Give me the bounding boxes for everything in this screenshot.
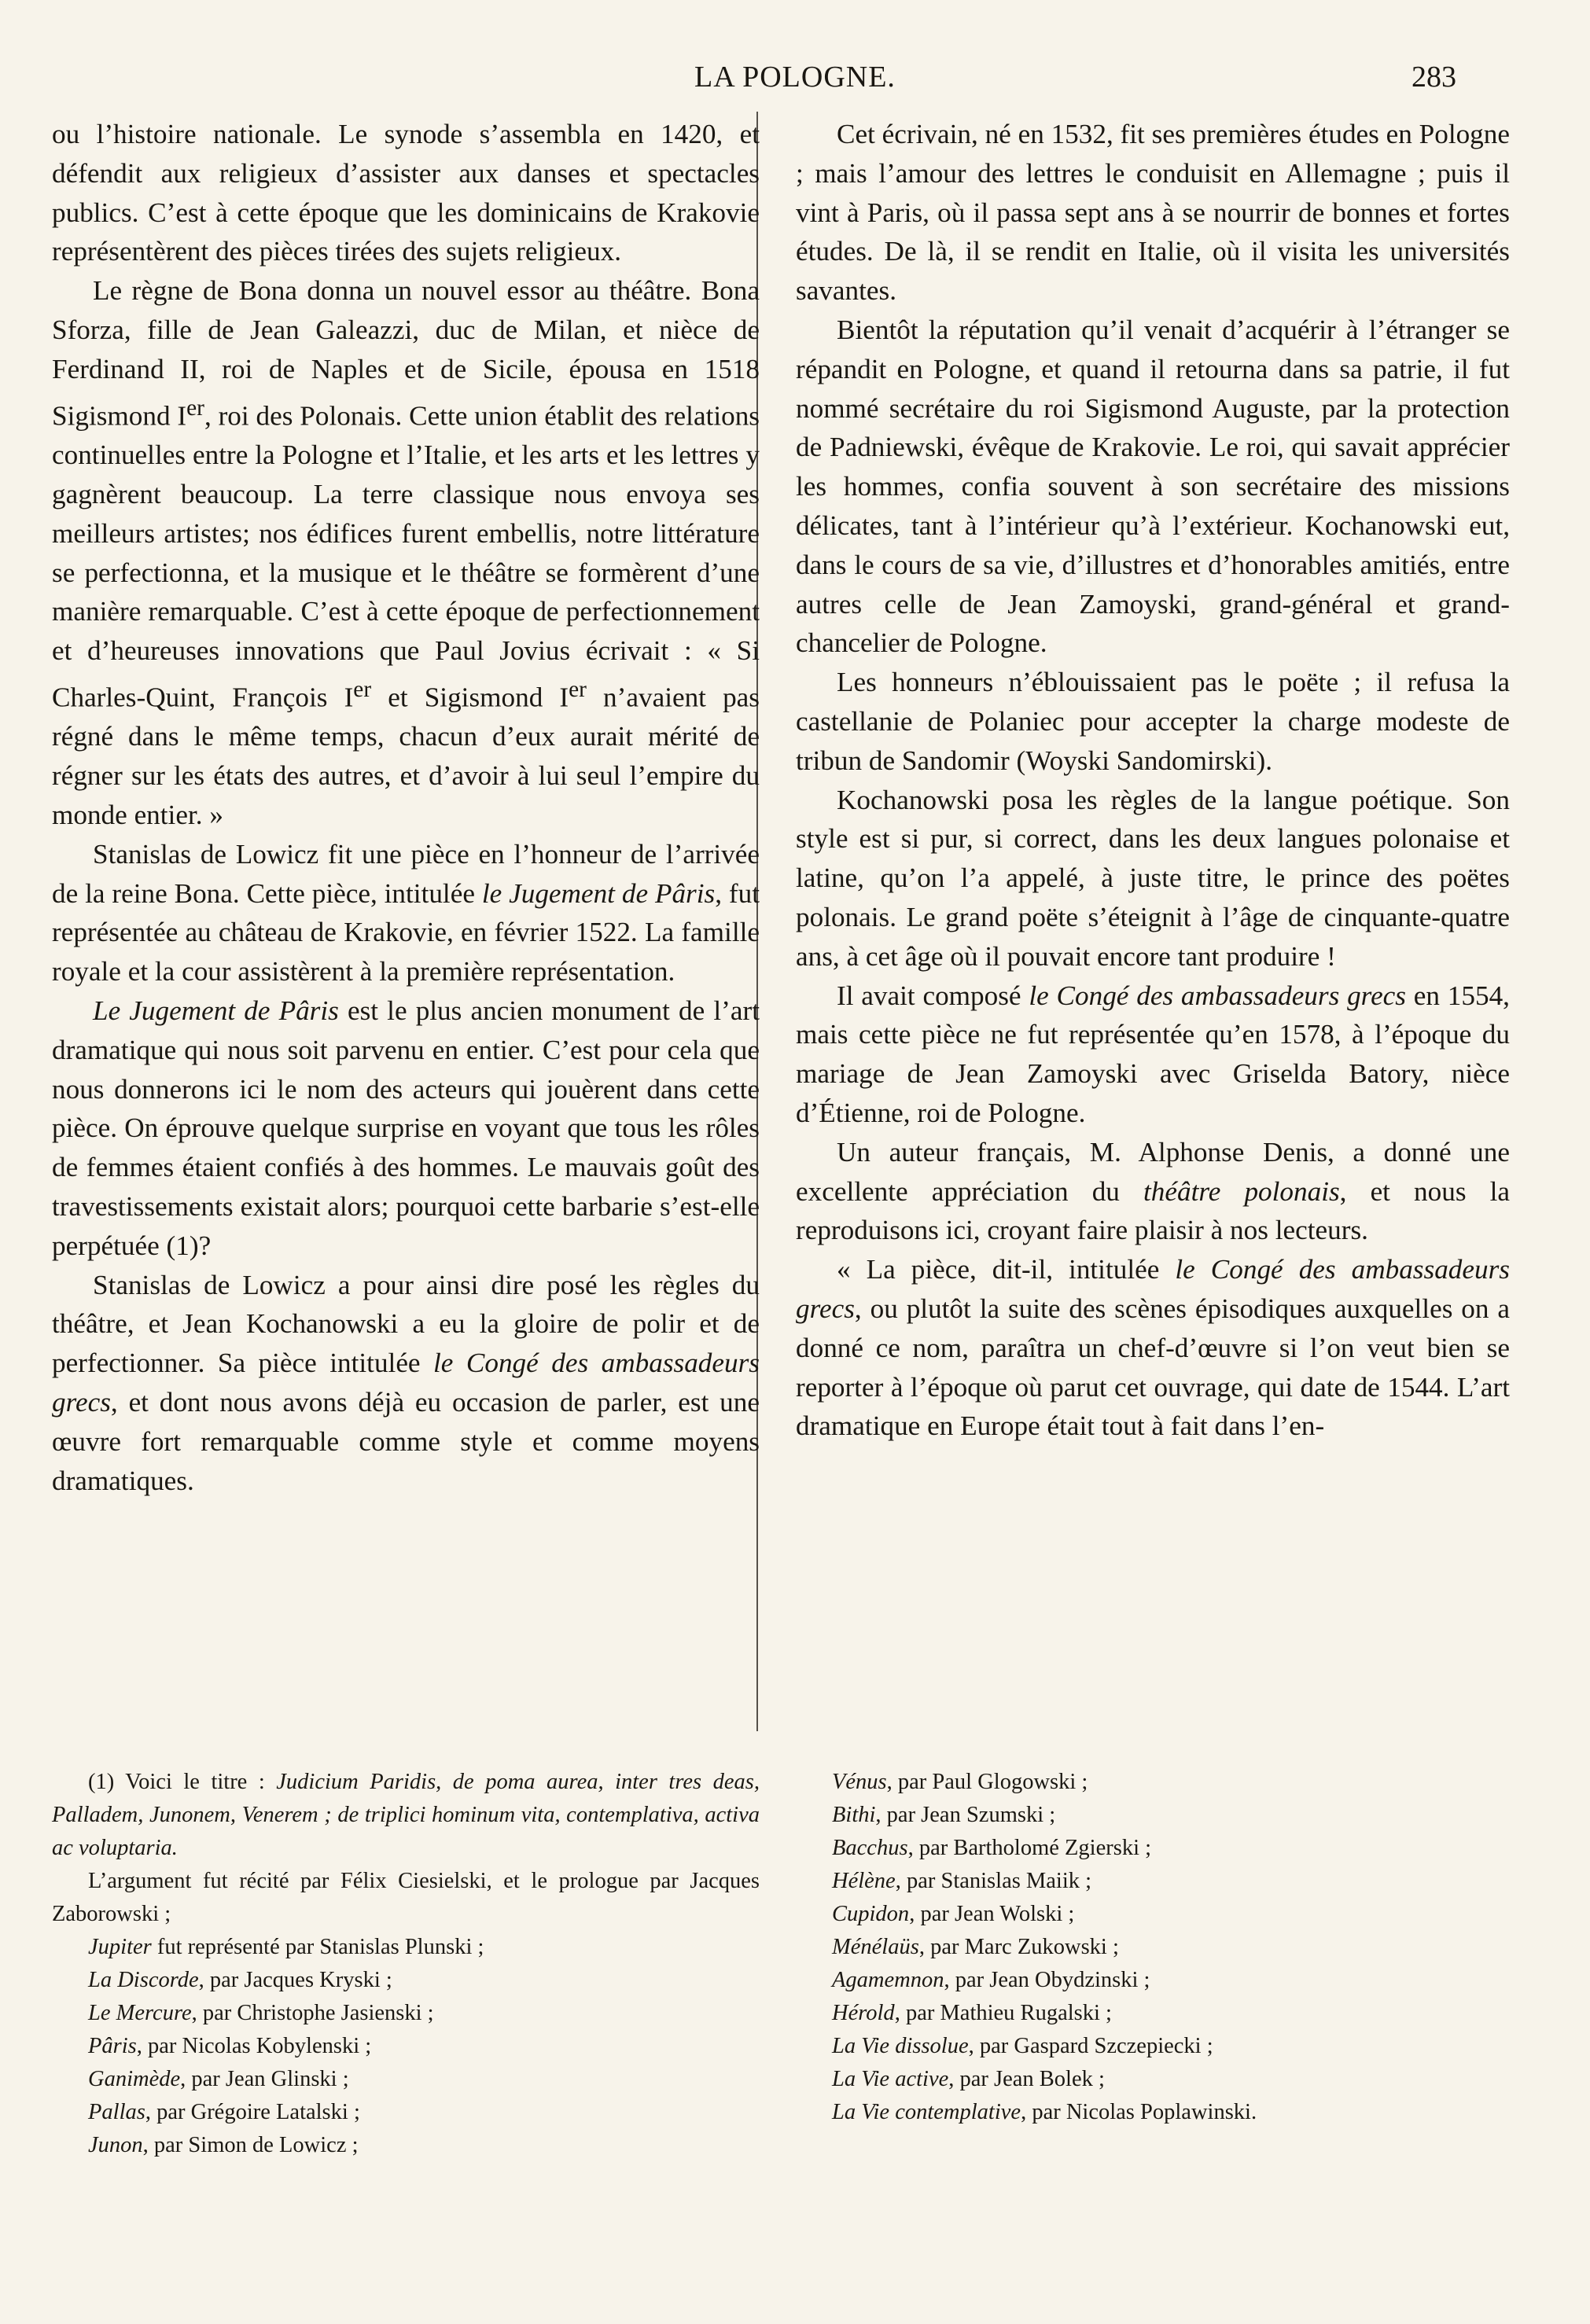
paragraph: Kochanowski posa les règles de la langue poétique. Son style est si pur, si correct, dans les deux langues polonaise et latine, qu’on l’a appelé, à juste titre, le prince des poëtes polonais. Le grand poëte s’éteignit à l’âge de cinquante-quatre ans, à cet âge où il pouvait encore tant produire ! [796, 784, 1510, 972]
role-name: Jupiter [88, 1935, 152, 1959]
paragraph [796, 1250, 1510, 1446]
actor-name: , par Jean Obydzinski ; [944, 1968, 1150, 1992]
cast-entry [796, 1865, 1510, 1898]
paragraph [52, 1266, 760, 1501]
actor-name: , par Jean Szumski ; [875, 1803, 1056, 1827]
footnote-right [796, 1766, 1510, 2129]
text-run: , et dont nous avons déjà eu occasion de parler, est une œuvre fort remarquable comme style et comme moyens dramatiques. [52, 1386, 760, 1496]
cast-entry [796, 1766, 1510, 1799]
paragraph: Bientôt la réputation qu’il venait d’acquérir à l’étranger se répandit en Pologne, et quand il retourna dans sa patrie, il fut nommé secrétaire du roi Sigismond Auguste, par la protection de Padniewski, évêque de Krakovie. Le roi, qui savait apprécier les hommes, confia souvent à son secrétaire des missions délicates, tant à l’intérieur qu’à l’extérieur. Kochanowski eut, dans le cours de sa vie, d’illustres et d’honorables amitiés, entre autres celle de Jean Zamoyski, grand-général et grand-chancelier de Pologne. [796, 314, 1510, 659]
right-column [796, 115, 1510, 1446]
role-name: Vénus [832, 1770, 887, 1794]
role-name: La Vie dissolue [832, 2034, 969, 2058]
actor-name: , par Jean Glinski ; [180, 2067, 349, 2091]
text-run: , et nous la reproduisons ici, croyant faire plaisir à nos lecteurs. [796, 1175, 1511, 1246]
role-name: Bithi [832, 1803, 876, 1827]
cast-entry [796, 2030, 1510, 2063]
actor-name: , par Stanislas Maiik ; [895, 1869, 1092, 1893]
cast-entry [52, 2030, 760, 2063]
paragraph: Les honneurs n’éblouissaient pas le poëte ; il refusa la castellanie de Polaniec pour accepter la charge modeste de tribun de Sandomir (Woyski Sandomirski). [796, 667, 1510, 776]
role-name: Ganimède [88, 2067, 181, 2091]
actor-name: , par Simon de Lowicz ; [142, 2133, 359, 2157]
role-name: Le Mercure [88, 2001, 192, 2025]
running-header [0, 57, 1590, 104]
actor-name: , par Christophe Jasienski ; [191, 2001, 434, 2025]
footnote-intro [52, 1766, 760, 1865]
role-name: Agamemnon [832, 1968, 944, 1992]
text-run: (1) Voici le titre : [88, 1770, 277, 1794]
superscript: er [186, 395, 204, 421]
actor-name: , par Mathieu Rugalski ; [894, 2001, 1112, 2025]
cast-entry [52, 2096, 760, 2129]
role-name: Pallas [88, 2100, 145, 2124]
cast-entry [796, 1799, 1510, 1832]
role-name: Junon [88, 2133, 143, 2157]
italic-title: théâtre polonais [1143, 1175, 1340, 1207]
cast-entry [796, 1997, 1510, 2030]
text-run: Le règne de Bona donna un nouvel essor au théâtre. Bona Sforza, fille de Jean Galeazzi, duc de Milan, et nièce de Ferdinand II, roi de Naples et de Sicile, épousa en 1518 Sigismond I [52, 275, 760, 432]
text-run: Stanislas de Lowicz fit une pièce en l’honneur de l’arrivée de la reine Bona. Cette pièce, intitulée [52, 838, 760, 909]
italic-title: le Congé des ambassadeurs grecs [1029, 980, 1406, 1011]
role-name: Pâris [88, 2034, 137, 2058]
footnote-argument: L’argument fut récité par Félix Ciesielski, et le prologue par Jacques Zaborowski ; [52, 1869, 760, 1926]
italic-title: le Congé des ambassadeurs grecs [796, 1254, 1510, 1324]
cast-entry [796, 1898, 1510, 1931]
actor-name: , par Gaspard Szczepiecki ; [968, 2034, 1213, 2058]
paragraph [796, 1133, 1510, 1250]
italic-title: le Jugement de Pâris [481, 877, 716, 909]
text-run: est le plus ancien monument de l’art dramatique qui nous soit parvenu en entier. C’est pour cela que nous donnerons ici le nom des acteurs qui jouèrent dans cette pièce. On éprouve quelque surprise en voyant que tous les rôles de femmes étaient confiés à des hommes. Le mauvais goût des travestissements existait alors; pourquoi cette barbarie s’est-elle perpétuée (1)? [52, 995, 760, 1261]
role-name: Bacchus [832, 1836, 908, 1860]
role-name: La Vie contemplative [832, 2100, 1021, 2124]
page-number: 283 [1411, 61, 1456, 94]
actor-name: , par Marc Zukowski ; [918, 1935, 1119, 1959]
text-run: Un auteur français, M. Alphonse Denis, a donné une excellente appréciation du [796, 1136, 1510, 1207]
role-name: Hérold [832, 2001, 895, 2025]
role-name: Cupidon [832, 1902, 910, 1926]
actor-name: , par Bartholomé Zgierski ; [907, 1836, 1152, 1860]
paragraph: Cet écrivain, né en 1532, fit ses premières études en Pologne ; mais l’amour des lettres le conduisit en Allemagne ; puis il vint à Paris, où il passa sept ans à se nourrir de bonnes et fortes études. De là, il se rendit en Italie, où il visita les universités savantes. [796, 119, 1510, 307]
role-name: La Discorde [88, 1968, 199, 1992]
latin-title: Judicium Paridis, de poma aurea, inter tres deas, Palladem, Junonem, Venerem ; de triplici hominum vita, contemplativa, activa ac voluptaria. [52, 1770, 760, 1860]
role-name: Hélène [832, 1869, 896, 1893]
text-run: n’avaient pas régné dans le même temps, chacun d’eux aurait mérité de régner sur les états des autres, et d’avoir à lui seul l’empire du monde entier. » [52, 682, 760, 831]
role-name: Ménélaüs [832, 1935, 919, 1959]
running-title: LA POLOGNE. [694, 61, 896, 94]
paragraph [52, 991, 760, 1266]
cast-entry [52, 1964, 760, 1997]
cast-entry [52, 1931, 760, 1964]
superscript: er [353, 676, 372, 702]
italic-title: Le Jugement de Pâris [93, 995, 339, 1026]
paragraph [52, 271, 760, 835]
cast-list-left [52, 1931, 760, 2162]
actor-name: , par Nicolas Poplawinski. [1021, 2100, 1257, 2124]
text-run: , roi des Polonais. Cette union établit des relations continuelles entre la Pologne et l’Italie, et les arts et les lettres y gagnèrent beaucoup. La terre classique nous envoya ses meilleurs artistes; nos édifices furent embellis, notre littérature se perfectionna, et la musique et le théâtre se formèrent d’une manière remarquable. C’est à cette époque de perfectionnement et d’heureuses innovations que Paul Jovius écrivait : « Si Charles-Quint, François I [52, 400, 760, 713]
actor-name: , par Jean Wolski ; [909, 1902, 1075, 1926]
paragraph [52, 835, 760, 991]
superscript: er [569, 676, 587, 702]
paragraph [796, 976, 1510, 1133]
role-name: La Vie active [832, 2067, 949, 2091]
footnote-left [52, 1766, 760, 2162]
italic-title: le Congé des ambassadeurs grecs [52, 1348, 760, 1418]
cast-list-right [796, 1766, 1510, 2129]
text-run: , fut représentée au château de Krakovie, en février 1522. La famille royale et la cour assistèrent à la première représentation. [52, 877, 760, 987]
text-run: Stanislas de Lowicz a pour ainsi dire posé les règles du théâtre, et Jean Kochanowski a eu la gloire de polir et de perfectionner. Sa pièce intitulée [52, 1269, 760, 1379]
text-run: , ou plutôt la suite des scènes épisodiques auxquelles on a donné ce nom, paraîtra un chef-d’œuvre si l’on veut bien se reporter à l’époque où parut cet ouvrage, qui date de 1544. L’art dramatique en Europe était tout à fait dans l’en- [796, 1293, 1510, 1442]
cast-entry [52, 1997, 760, 2030]
actor-name: , par Grégoire Latalski ; [145, 2100, 360, 2124]
text-run: et Sigismond I [371, 682, 569, 713]
text-run: en 1554, mais cette pièce ne fut représentée qu’en 1578, à l’époque du mariage de Jean Zamoyski avec Griselda Batory, nièce d’Étienne, roi de Pologne. [796, 980, 1510, 1128]
actor-name: , par Paul Glogowski ; [886, 1770, 1088, 1794]
cast-entry [52, 2129, 760, 2162]
actor-name: fut représenté par Stanislas Plunski ; [151, 1935, 484, 1959]
cast-entry [796, 2096, 1510, 2129]
cast-entry [52, 2063, 760, 2096]
actor-name: , par Jean Bolek ; [948, 2067, 1105, 2091]
actor-name: , par Jacques Kryski ; [198, 1968, 392, 1992]
text-run: « La pièce, dit-il, intitulée [837, 1254, 1176, 1285]
paragraph: ou l’histoire nationale. Le synode s’assembla en 1420, et défendit aux religieux d’assister aux danses et spectacles publics. C’est à cette époque que les dominicains de Krakovie représentèrent des pièces tirées des sujets religieux. [52, 119, 760, 267]
cast-entry [796, 1964, 1510, 1997]
text-run: Il avait composé [837, 980, 1029, 1011]
cast-entry [796, 1832, 1510, 1865]
actor-name: , par Nicolas Kobylenski ; [136, 2034, 372, 2058]
left-column [52, 115, 760, 1500]
cast-entry [796, 2063, 1510, 2096]
cast-entry [796, 1931, 1510, 1964]
